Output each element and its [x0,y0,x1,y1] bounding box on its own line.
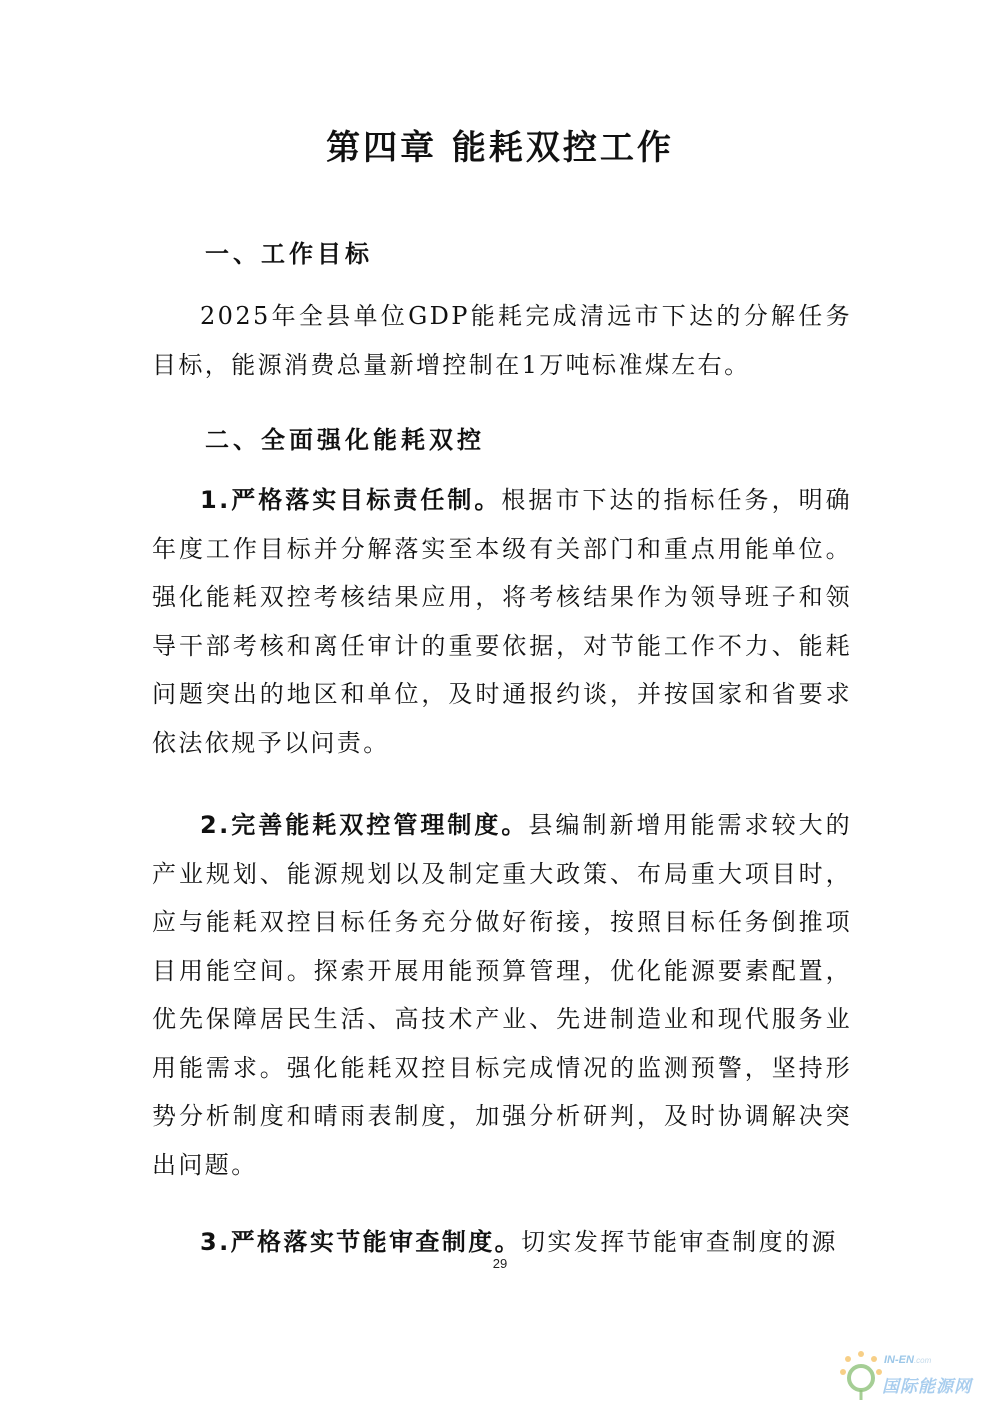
chapter-title: 第四章 能耗双控工作 [326,128,674,168]
item-paragraph-2 [152,801,852,1189]
item-paragraph-1 [152,476,852,767]
section-heading-energy-control: 二、全面强化能耗双控 [205,426,485,454]
item-lead-1: 1.严格落实目标责任制。 [200,486,502,514]
sun-logo-icon [838,1348,884,1404]
item-lead-2: 2.完善能耗双控管理制度。 [200,811,529,839]
goals-paragraph: 2025年全县单位GDP能耗完成清远市下达的分解任务目标，能源消费总量新增控制在1万吨标准煤左右。 [152,302,852,379]
item-text-1: 根据市下达的指标任务，明确年度工作目标并分解落实至本级有关部门和重点用能单位。强化能耗双控考核结果应用，将考核结果作为领导班子和领导干部考核和离任审计的重要依据，对节能工作不力、能耗问题突出的地区和单位，及时通报约谈，并按国家和省要求依法依规予以问责。 [152,486,852,757]
item-text-3: 切实发挥节能审查制度的源 [521,1228,838,1256]
watermark-site-name: 国际能源网 [882,1377,972,1397]
section-heading-goals: 一、工作目标 [205,240,373,268]
site-watermark [838,1346,988,1406]
item-text-2: 县编制新增用能需求较大的产业规划、能源规划以及制定重大政策、布局重大项目时，应与能耗双控目标任务充分做好衔接，按照目标任务倒推项目用能空间。探索开展用能预算管理，优化能源要素配置，优先保障居民生活、高技术产业、先进制造业和现代服务业用能需求。强化能耗双控目标完成情况的监测预警，坚持形势分析制度和晴雨表制度，加强分析研判，及时协调解决突出问题。 [152,811,852,1179]
item-lead-3: 3.严格落实节能审查制度。 [200,1228,522,1256]
watermark-logo-text: IN-EN.com [884,1354,932,1366]
page-number: 29 [492,1256,508,1271]
